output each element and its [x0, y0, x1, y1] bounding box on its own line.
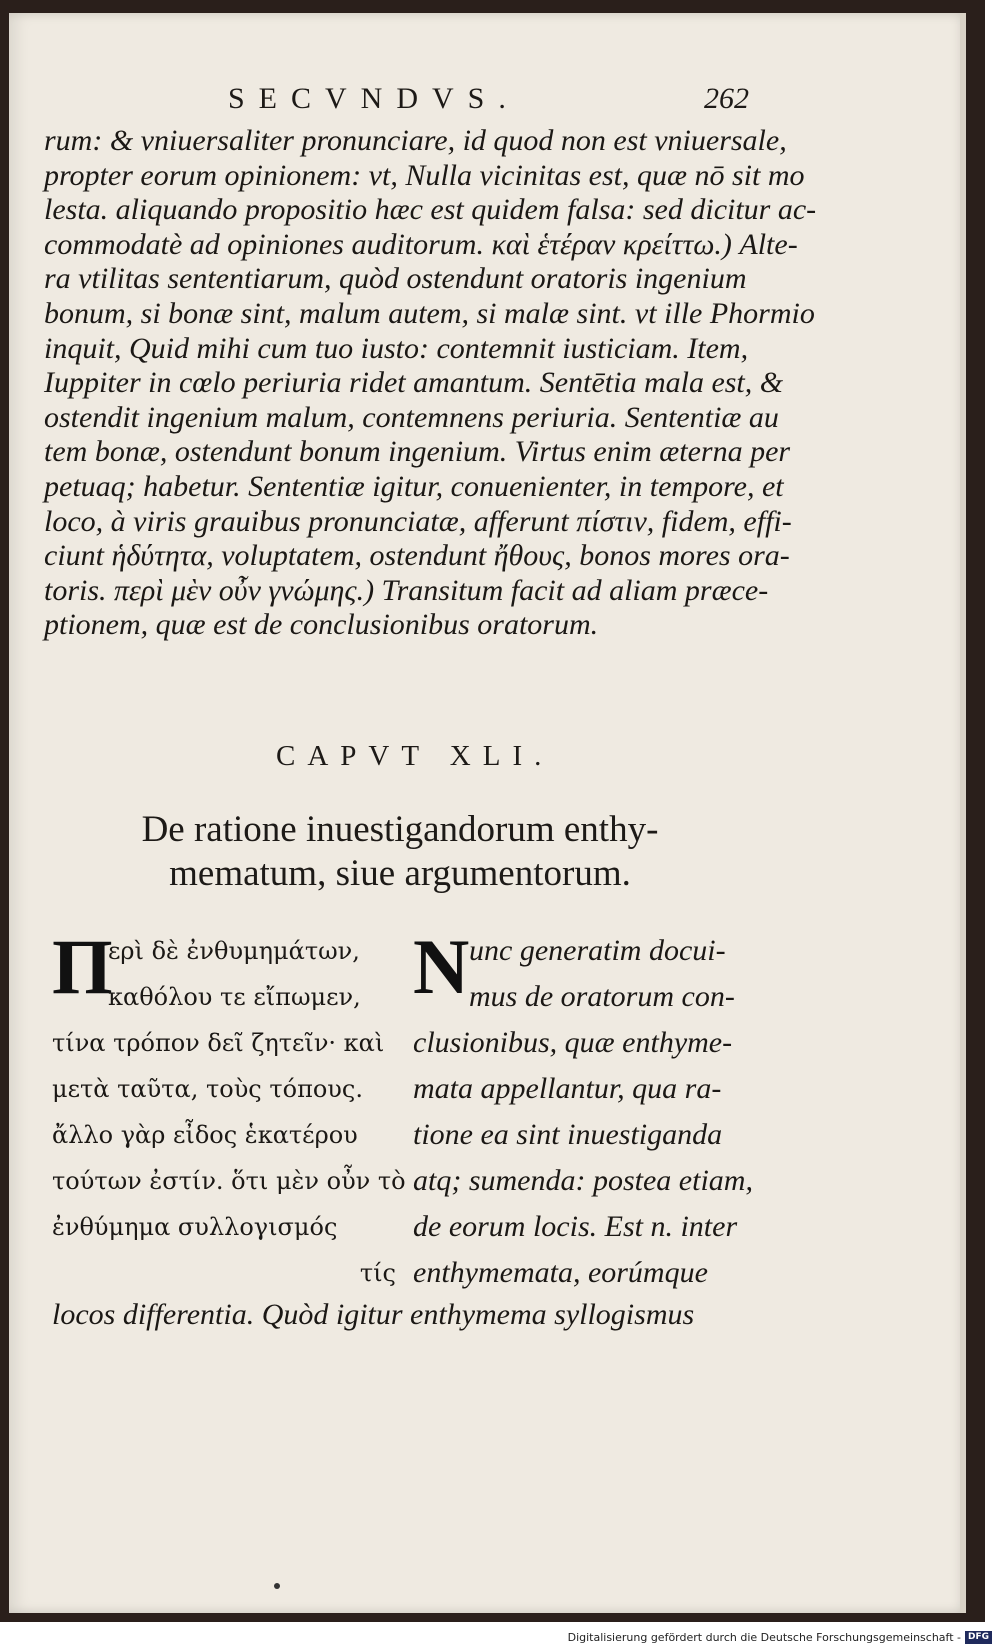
greek-line: τούτων ἐστίν. ὅτι μὲν οὖν τὸ — [52, 1167, 406, 1195]
greek-line: τίνα τρόπον δεῖ ζητεῖν· καὶ — [52, 1029, 385, 1057]
commentary-line: tem bonæ, ostendunt bonum ingenium. Virtus enim æterna per — [44, 435, 791, 469]
commentary-line: ptionem, quæ est de conclusionibus oratorum. — [44, 608, 599, 642]
commentary-line: inquit, Quid mihi cum tuo iusto: contemnit iusticiam. Item, — [44, 331, 749, 365]
latin-line: unc generatim docui- — [469, 934, 726, 967]
latin-dropcap: N — [413, 923, 470, 1010]
commentary-line: propter eorum opinionem: vt, Nulla vicinitas est, quæ nō sit mo — [44, 158, 805, 192]
latin-line: mus de oratorum con- — [469, 980, 735, 1013]
latin-line: tione ea sint inuestiganda — [413, 1118, 723, 1151]
commentary-line: bonum, si bonæ sint, malum autem, si malæ sint. vt ille Phormio — [44, 296, 815, 330]
dfg-logo-icon: DFG — [965, 1631, 992, 1644]
greek-line: ερὶ δὲ ἐνθυμημάτων, — [108, 937, 360, 965]
chapter-title-line: De ratione inuestigandorum enthy- — [141, 809, 659, 850]
chapter-title — [40, 808, 760, 896]
latin-column — [413, 923, 783, 1296]
latin-line: atq; sumenda: postea etiam, — [413, 1164, 753, 1197]
ink-dot — [274, 1583, 280, 1589]
greek-column — [52, 923, 406, 1296]
greek-line: ἄλλο γὰρ εἶδος ἑκατέρου — [52, 1121, 358, 1149]
latin-line: enthymemata, eorúmque — [413, 1256, 708, 1289]
commentary-line: ciunt ἡδύτητα, voluptatem, ostendunt ἤθους, bonos mores ora- — [44, 539, 790, 573]
continuation-line: locos differentia. Quòd igitur enthymema syllogismus — [52, 1298, 695, 1331]
greek-line: τίς — [359, 1259, 396, 1287]
page-edge — [960, 13, 966, 1613]
latin-line: mata appellantur, qua ra- — [413, 1072, 722, 1105]
commentary-line: commodatè ad opiniones auditorum. καὶ ἑτέραν κρείττω.) Alte- — [44, 227, 798, 261]
chapter-heading: CAPVT XLI. — [276, 740, 554, 772]
commentary-line: petuaq; habetur. Sententiæ igitur, conuenienter, in tempore, et — [44, 469, 784, 503]
footer-text: Digitalisierung gefördert durch die Deutsche Forschungsgemeinschaft - — [567, 1630, 961, 1644]
greek-line: μετὰ ταῦτα, τοὺς τόπους. — [52, 1075, 363, 1103]
page-number: 262 — [704, 82, 749, 115]
latin-line: de eorum locis. Est n. inter — [413, 1210, 738, 1243]
commentary-line: ostendit ingenium malum, contemnens periuria. Sententiæ au — [44, 400, 779, 434]
latin-line: clusionibus, quæ enthyme- — [413, 1026, 733, 1059]
greek-line: καθόλου τε εἴπωμεν, — [108, 983, 361, 1011]
running-head: SECVNDVS. — [228, 82, 520, 115]
commentary-line: rum: & vniuersaliter pronunciare, id quod non est vniuersale, — [44, 124, 787, 157]
greek-dropcap: Π — [52, 923, 113, 1010]
commentary-line: toris. περὶ μὲν οὖν γνώμης.) Transitum facit ad aliam præce- — [44, 573, 769, 607]
digitization-footer — [568, 1630, 992, 1644]
commentary-block — [44, 124, 817, 643]
chapter-title-line: mematum, siue argumentorum. — [169, 853, 631, 894]
greek-line: ἐνθύμημα συλλογισμός — [52, 1213, 338, 1241]
commentary-line: loco, à viris grauibus pronunciatæ, afferunt πίστιν, fidem, effi- — [44, 504, 792, 538]
commentary-line: Iuppiter in cœlo periuria ridet amantum. Sentētia mala est, & — [44, 366, 784, 400]
commentary-line: lesta. aliquando propositio hæc est quidem falsa: sed dicitur ac- — [44, 193, 817, 227]
commentary-line: ra vtilitas sententiarum, quòd ostendunt oratoris ingenium — [44, 262, 747, 296]
